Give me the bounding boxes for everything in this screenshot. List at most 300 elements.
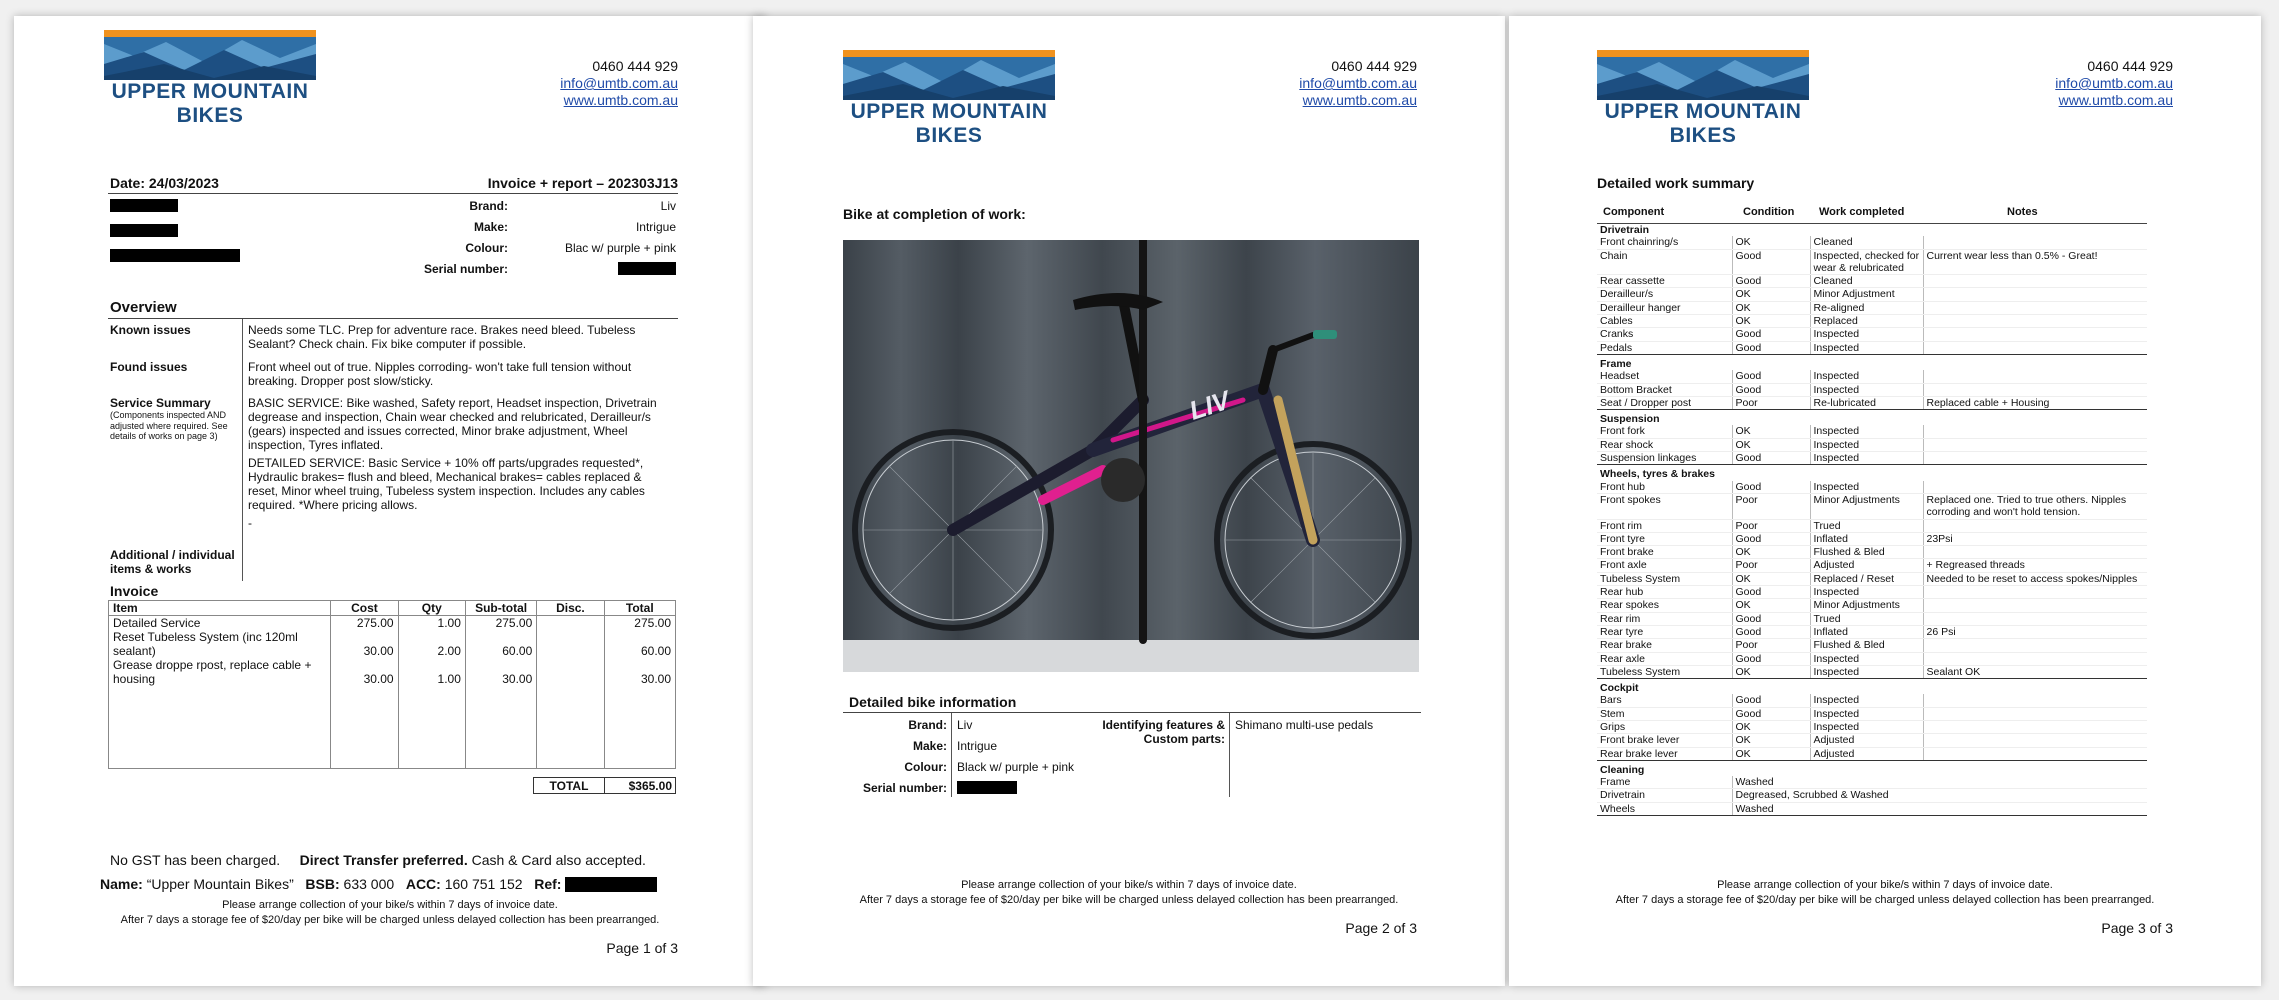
condition-cell: Good	[1732, 328, 1810, 341]
table-row	[1597, 572, 2147, 585]
table-row	[1597, 452, 2147, 465]
col-total: Total	[604, 601, 675, 616]
disc-cell	[537, 616, 604, 769]
bsb-label: BSB:	[305, 876, 340, 892]
table-row	[1597, 383, 2147, 396]
disc-2	[541, 630, 599, 658]
table-row	[1597, 532, 2147, 545]
qty-3: 1.00	[437, 672, 461, 686]
component-cell: Rear spokes	[1597, 599, 1732, 612]
info-column-divider	[1229, 713, 1230, 797]
condition-cell: Good	[1732, 481, 1810, 494]
invoice-heading: Invoice	[110, 583, 159, 599]
table-row	[1597, 519, 2147, 532]
ref-label: Ref:	[534, 876, 562, 892]
email-link[interactable]: info@umtb.com.au	[560, 75, 678, 91]
redacted-ref	[565, 877, 657, 892]
page-number: Page 1 of 3	[606, 940, 678, 956]
table-row	[1597, 249, 2147, 275]
logo-line-1: UPPER MOUNTAIN	[850, 100, 1048, 123]
sub-2: 60.00	[502, 644, 533, 658]
qty-cell	[398, 616, 465, 769]
condition-cell: Good	[1732, 694, 1810, 707]
features-label: Identifying features & Custom parts:	[1102, 718, 1225, 746]
invoice-page-1	[14, 16, 766, 986]
condition-cell: OK	[1732, 599, 1810, 612]
section-title: Cleaning	[1600, 763, 1645, 776]
component-cell: Rear brake lever	[1597, 747, 1732, 760]
condition-cell: Good	[1732, 532, 1810, 545]
known-issues-text: Needs some TLC. Prep for adventure race. Brakes need bleed. Tubeless Sealant? Check chain. Fix bike computer if possible.	[248, 323, 636, 351]
work-cell: Trued	[1810, 612, 1923, 625]
found-issues-text: Front wheel out of true. Nipples corroding- won't take full tension without breaking. Dropper post slow/sticky.	[248, 360, 632, 388]
condition-cell: OK	[1732, 665, 1810, 678]
work-cell: Flushed & Bled	[1810, 639, 1923, 652]
work-summary-title: Detailed work summary	[1597, 175, 1755, 191]
component-cell: Wheels	[1597, 802, 1732, 815]
items-cell	[109, 616, 331, 769]
condition-cell: OK	[1732, 288, 1810, 301]
condition-cell: Poor	[1732, 559, 1810, 572]
notes-cell	[1923, 586, 2147, 599]
table-row	[1597, 586, 2147, 599]
table-row	[1597, 789, 2147, 802]
condition-cell: OK	[1732, 301, 1810, 314]
brand-value: Liv	[660, 199, 676, 213]
name-label: Name:	[100, 876, 143, 892]
notes-cell	[1923, 236, 2147, 249]
invoice-title: Invoice + report – 202303J13	[487, 175, 678, 191]
notes-cell	[1923, 288, 2147, 301]
cleaning-cell: Degreased, Scrubbed & Washed	[1732, 789, 2147, 802]
component-cell: Rear axle	[1597, 652, 1732, 665]
company-logo	[843, 50, 1055, 148]
notes-cell	[1923, 275, 2147, 288]
notes-cell: Replaced one. Tried to true others. Nipples corroding and won't hold tension.	[1923, 493, 2147, 519]
disc-3	[541, 658, 599, 686]
condition-cell: Poor	[1732, 493, 1810, 519]
notes-cell	[1923, 612, 2147, 625]
work-cell: Inflated	[1810, 625, 1923, 638]
component-cell: Seat / Dropper post	[1597, 396, 1732, 409]
section-title: Wheels, tyres & brakes	[1600, 468, 1715, 481]
component-cell: Tubeless System	[1597, 665, 1732, 678]
condition-cell: Good	[1732, 275, 1810, 288]
bsb-value: 633 000	[343, 876, 395, 892]
work-cell: Replaced / Reset	[1810, 572, 1923, 585]
colour-label: Colour:	[465, 241, 508, 255]
divider	[108, 193, 678, 194]
component-cell: Frame	[1597, 776, 1732, 789]
phone-number: 0460 444 929	[1331, 58, 1417, 74]
total-value: $365.00	[628, 779, 672, 793]
invoice-body-row	[109, 616, 676, 769]
component-cell: Rear tyre	[1597, 625, 1732, 638]
condition-cell: OK	[1732, 425, 1810, 438]
subtotal-cell	[465, 616, 536, 769]
component-cell: Front axle	[1597, 559, 1732, 572]
notes-cell	[1923, 370, 2147, 383]
make-label: Make:	[473, 220, 508, 234]
work-cell: Inspected, checked for wear & relubricated	[1810, 249, 1923, 275]
work-summary-table	[1597, 221, 2147, 816]
email-link[interactable]: info@umtb.com.au	[1299, 75, 1417, 91]
cost-3: 30.00	[363, 672, 394, 686]
condition-cell: Poor	[1732, 639, 1810, 652]
work-cell: Adjusted	[1810, 559, 1923, 572]
service-summary-label: Service Summary	[110, 396, 211, 410]
component-cell: Rear brake	[1597, 639, 1732, 652]
work-cell: Inspected	[1810, 652, 1923, 665]
component-cell: Bars	[1597, 694, 1732, 707]
work-cell: Inspected	[1810, 586, 1923, 599]
notes-cell	[1923, 639, 2147, 652]
table-row	[1597, 315, 2147, 328]
condition-cell: Poor	[1732, 396, 1810, 409]
logo-line-1: UPPER MOUNTAIN	[111, 80, 309, 103]
cost-1: 275.00	[356, 616, 394, 630]
invoice-page-3	[1509, 16, 2261, 986]
table-row	[1597, 396, 2147, 409]
col-disc: Disc.	[537, 601, 604, 616]
col-component: Component	[1603, 206, 1665, 218]
section-title: Drivetrain	[1600, 224, 1650, 236]
name-value: “Upper Mountain Bikes”	[146, 876, 294, 892]
acc-value: 160 751 152	[444, 876, 523, 892]
storage-fee-note: After 7 days a storage fee of $20/day per bike will be charged unless delayed collection has been prearranged.	[1615, 894, 2155, 906]
notes-cell	[1923, 328, 2147, 341]
notes-cell: 26 Psi	[1923, 625, 2147, 638]
component-cell: Bottom Bracket	[1597, 383, 1732, 396]
table-row	[1597, 694, 2147, 707]
table-row	[1597, 301, 2147, 314]
colour-value: Blac w/ purple + pink	[564, 241, 676, 255]
col-cost: Cost	[331, 601, 398, 616]
storage-fee-note: After 7 days a storage fee of $20/day per bike will be charged unless delayed collection has been prearranged.	[120, 914, 660, 926]
component-cell: Suspension linkages	[1597, 452, 1732, 465]
divider	[108, 318, 678, 319]
detailed-service-text: DETAILED SERVICE: Basic Service + 10% off parts/upgrades requested*, Hydraulic brakes= flush and bleed, Mechanical brakes= cables replaced & reset, Minor wheel truing, Tubeless system inspection. Includes any cables required. *Where pricing allows.	[248, 456, 645, 512]
col-qty: Qty	[398, 601, 465, 616]
total-cell	[604, 616, 675, 769]
component-cell: Front tyre	[1597, 532, 1732, 545]
component-cell: Rear hub	[1597, 586, 1732, 599]
table-row	[1597, 665, 2147, 678]
component-cell: Grips	[1597, 720, 1732, 733]
component-cell: Rear cassette	[1597, 275, 1732, 288]
section-title: Cockpit	[1600, 682, 1639, 695]
item-2: Reset Tubeless System (inc 120ml sealant)	[113, 630, 298, 658]
features-value: Shimano multi-use pedals	[1235, 718, 1374, 732]
component-cell: Rear rim	[1597, 612, 1732, 625]
brand-value: Liv	[957, 718, 973, 732]
notes-cell	[1923, 652, 2147, 665]
condition-cell: Good	[1732, 383, 1810, 396]
work-cell: Inspected	[1810, 383, 1923, 396]
table-row	[1597, 546, 2147, 559]
condition-cell: Poor	[1732, 519, 1810, 532]
condition-cell: Good	[1732, 586, 1810, 599]
logo-line-2: BIKES	[1669, 124, 1737, 147]
table-row	[1597, 599, 2147, 612]
component-cell: Front brake lever	[1597, 734, 1732, 747]
additional-items-label: Additional / individual items & works	[110, 548, 235, 576]
contact-block	[2055, 58, 2173, 109]
cost-2: 30.00	[363, 644, 394, 658]
table-row	[1597, 481, 2147, 494]
bank-details	[100, 876, 657, 892]
website-link[interactable]: www.umtb.com.au	[1302, 92, 1417, 108]
table-row	[1597, 288, 2147, 301]
notes-cell	[1923, 315, 2147, 328]
info-column-divider	[951, 713, 952, 797]
total-3: 30.00	[640, 672, 671, 686]
notes-cell	[1923, 383, 2147, 396]
bike-photo	[843, 240, 1419, 672]
work-cell: Cleaned	[1810, 275, 1923, 288]
serial-label: Serial number:	[862, 781, 947, 795]
contact-block	[1299, 58, 1417, 109]
table-row	[1597, 341, 2147, 354]
payment-line	[110, 852, 646, 868]
section-heading	[1597, 760, 2147, 776]
section-title: Suspension	[1600, 413, 1660, 426]
cash-note: Cash & Card also accepted.	[471, 852, 646, 868]
work-cell: Replaced	[1810, 315, 1923, 328]
notes-cell	[1923, 301, 2147, 314]
component-cell: Front spokes	[1597, 493, 1732, 519]
bike-photo-icon	[843, 240, 1419, 672]
disc-1	[541, 616, 599, 630]
invoice-date: Date: 24/03/2023	[110, 175, 219, 191]
phone-number: 0460 444 929	[2087, 58, 2173, 74]
phone-number: 0460 444 929	[592, 58, 678, 74]
component-cell: Front brake	[1597, 546, 1732, 559]
table-row	[1597, 776, 2147, 789]
work-cell: Inspected	[1810, 481, 1923, 494]
condition-cell: Good	[1732, 370, 1810, 383]
condition-cell: OK	[1732, 315, 1810, 328]
logo-line-2: BIKES	[915, 124, 983, 147]
work-cell: Inspected	[1810, 370, 1923, 383]
table-row	[1597, 493, 2147, 519]
collection-note: Please arrange collection of your bike/s within 7 days of invoice date.	[1717, 879, 2053, 891]
photo-title: Bike at completion of work:	[843, 206, 1026, 222]
table-row	[1597, 639, 2147, 652]
work-cell: Minor Adjustment	[1810, 288, 1923, 301]
condition-cell: Good	[1732, 341, 1810, 354]
component-cell: Front hub	[1597, 481, 1732, 494]
condition-cell: OK	[1732, 546, 1810, 559]
component-cell: Front fork	[1597, 425, 1732, 438]
work-cell: Adjusted	[1810, 734, 1923, 747]
work-cell: Re-aligned	[1810, 301, 1923, 314]
redacted-serial	[957, 781, 1017, 794]
company-logo	[1597, 50, 1809, 148]
invoice-total-box	[533, 777, 676, 794]
component-cell: Drivetrain	[1597, 789, 1732, 802]
table-row	[1597, 275, 2147, 288]
notes-cell	[1923, 481, 2147, 494]
component-cell: Front chainring/s	[1597, 236, 1732, 249]
component-cell: Derailleur/s	[1597, 288, 1732, 301]
page-number: Page 3 of 3	[2101, 920, 2173, 936]
component-cell: Headset	[1597, 370, 1732, 383]
col-work-completed: Work completed	[1819, 206, 1905, 218]
condition-cell: Good	[1732, 612, 1810, 625]
table-row	[1597, 438, 2147, 451]
serial-label: Serial number:	[423, 262, 508, 276]
notes-cell	[1923, 734, 2147, 747]
work-cell: Trued	[1810, 519, 1923, 532]
table-row	[1597, 707, 2147, 720]
notes-cell: Needed to be reset to access spokes/Nipples	[1923, 572, 2147, 585]
gst-note: No GST has been charged.	[110, 852, 281, 868]
component-cell: Cranks	[1597, 328, 1732, 341]
service-summary-note: (Components inspected AND adjusted where required. See details of works on page 3)	[110, 410, 228, 441]
collection-note: Please arrange collection of your bike/s within 7 days of invoice date.	[222, 899, 558, 911]
col-condition: Condition	[1743, 206, 1795, 218]
table-row	[1597, 734, 2147, 747]
col-item: Item	[109, 601, 331, 616]
work-cell: Re-lubricated	[1810, 396, 1923, 409]
colour-label: Colour:	[904, 760, 947, 774]
bike-info-values	[957, 718, 1074, 802]
table-row	[1597, 625, 2147, 638]
notes-cell: Current wear less than 0.5% - Great!	[1923, 249, 2147, 275]
notes-cell	[1923, 546, 2147, 559]
divider	[843, 712, 1421, 713]
table-row	[1597, 652, 2147, 665]
qty-2: 2.00	[437, 644, 461, 658]
component-cell: Chain	[1597, 249, 1732, 275]
brand-label: Brand:	[469, 199, 508, 213]
make-value: Intrigue	[957, 739, 998, 753]
acc-label: ACC:	[405, 876, 441, 892]
total-2: 60.00	[640, 644, 671, 658]
cleaning-cell: Washed	[1732, 802, 2147, 815]
redacted-customer-info	[110, 199, 240, 267]
known-issues-label: Known issues	[110, 323, 191, 337]
total-1: 275.00	[634, 616, 671, 630]
work-cell: Minor Adjustments	[1810, 493, 1923, 519]
website-link[interactable]: www.umtb.com.au	[2058, 92, 2173, 108]
table-row	[1597, 370, 2147, 383]
mountain-logo-icon	[1597, 50, 1809, 100]
sub-3: 30.00	[502, 672, 533, 686]
notes-cell	[1923, 519, 2147, 532]
work-cell: Cleaned	[1810, 236, 1923, 249]
brand-label: Brand:	[908, 718, 947, 732]
component-cell: Stem	[1597, 707, 1732, 720]
component-cell: Derailleur hanger	[1597, 301, 1732, 314]
notes-cell	[1923, 425, 2147, 438]
condition-cell: Good	[1732, 249, 1810, 275]
invoice-header-row	[109, 601, 676, 616]
work-cell: Inspected	[1810, 341, 1923, 354]
total-label: TOTAL	[549, 779, 589, 793]
component-cell: Cables	[1597, 315, 1732, 328]
item-3: Grease droppe rpost, replace cable + housing	[113, 658, 312, 686]
bike-info-labels	[843, 718, 947, 802]
work-cell: Inspected	[1810, 328, 1923, 341]
email-link[interactable]: info@umtb.com.au	[2055, 75, 2173, 91]
cleaning-cell: Washed	[1732, 776, 2147, 789]
notes-cell: 23Psi	[1923, 532, 2147, 545]
section-heading	[1597, 679, 2147, 695]
make-label: Make:	[912, 739, 947, 753]
section-title: Frame	[1600, 357, 1632, 370]
website-link[interactable]: www.umtb.com.au	[563, 92, 678, 108]
item-1: Detailed Service	[113, 616, 201, 630]
work-cell: Inflated	[1810, 532, 1923, 545]
work-cell: Inspected	[1810, 720, 1923, 733]
mountain-logo-icon	[843, 50, 1055, 100]
colour-value: Black w/ purple + pink	[957, 760, 1075, 774]
table-row	[1597, 612, 2147, 625]
section-heading	[1597, 410, 2147, 426]
col-notes: Notes	[2007, 206, 2038, 218]
work-cell: Inspected	[1810, 694, 1923, 707]
logo-line-2: BIKES	[176, 104, 244, 127]
work-cell: Inspected	[1810, 438, 1923, 451]
condition-cell: OK	[1732, 438, 1810, 451]
component-cell: Rear shock	[1597, 438, 1732, 451]
notes-cell	[1923, 438, 2147, 451]
col-subtotal: Sub-total	[465, 601, 536, 616]
work-cell: Minor Adjustments	[1810, 599, 1923, 612]
component-cell: Front rim	[1597, 519, 1732, 532]
bike-info-title: Detailed bike information	[849, 694, 1017, 710]
condition-cell: OK	[1732, 747, 1810, 760]
table-row	[1597, 559, 2147, 572]
notes-cell	[1923, 707, 2147, 720]
work-cell: Inspected	[1810, 665, 1923, 678]
collection-note: Please arrange collection of your bike/s within 7 days of invoice date.	[961, 879, 1297, 891]
qty-1: 1.00	[437, 616, 461, 630]
storage-fee-note: After 7 days a storage fee of $20/day per bike will be charged unless delayed collection has been prearranged.	[859, 894, 1399, 906]
table-row	[1597, 425, 2147, 438]
overview-column-divider	[242, 319, 243, 581]
notes-cell	[1923, 720, 2147, 733]
section-heading	[1597, 465, 2147, 481]
notes-cell	[1923, 452, 2147, 465]
invoice-page-2	[753, 16, 1505, 986]
notes-cell: Sealant OK	[1923, 665, 2147, 678]
contact-block	[560, 58, 678, 109]
work-cell: Inspected	[1810, 707, 1923, 720]
work-cell: Flushed & Bled	[1810, 546, 1923, 559]
section-heading	[1597, 221, 2147, 236]
table-row	[1597, 328, 2147, 341]
overview-title: Overview	[110, 299, 177, 316]
bike-details	[314, 199, 676, 283]
notes-cell	[1923, 599, 2147, 612]
table-row	[1597, 236, 2147, 249]
work-cell: Inspected	[1810, 425, 1923, 438]
notes-cell	[1923, 341, 2147, 354]
mountain-logo-icon	[104, 30, 316, 80]
condition-cell: OK	[1732, 720, 1810, 733]
table-row	[1597, 720, 2147, 733]
notes-cell	[1923, 694, 2147, 707]
notes-cell: Replaced cable + Housing	[1923, 396, 2147, 409]
svg-text:LIV: LIV	[1185, 384, 1234, 426]
found-issues-label: Found issues	[110, 360, 188, 374]
transfer-note: Direct Transfer preferred.	[299, 852, 468, 868]
work-cell: Inspected	[1810, 452, 1923, 465]
condition-cell: OK	[1732, 572, 1810, 585]
